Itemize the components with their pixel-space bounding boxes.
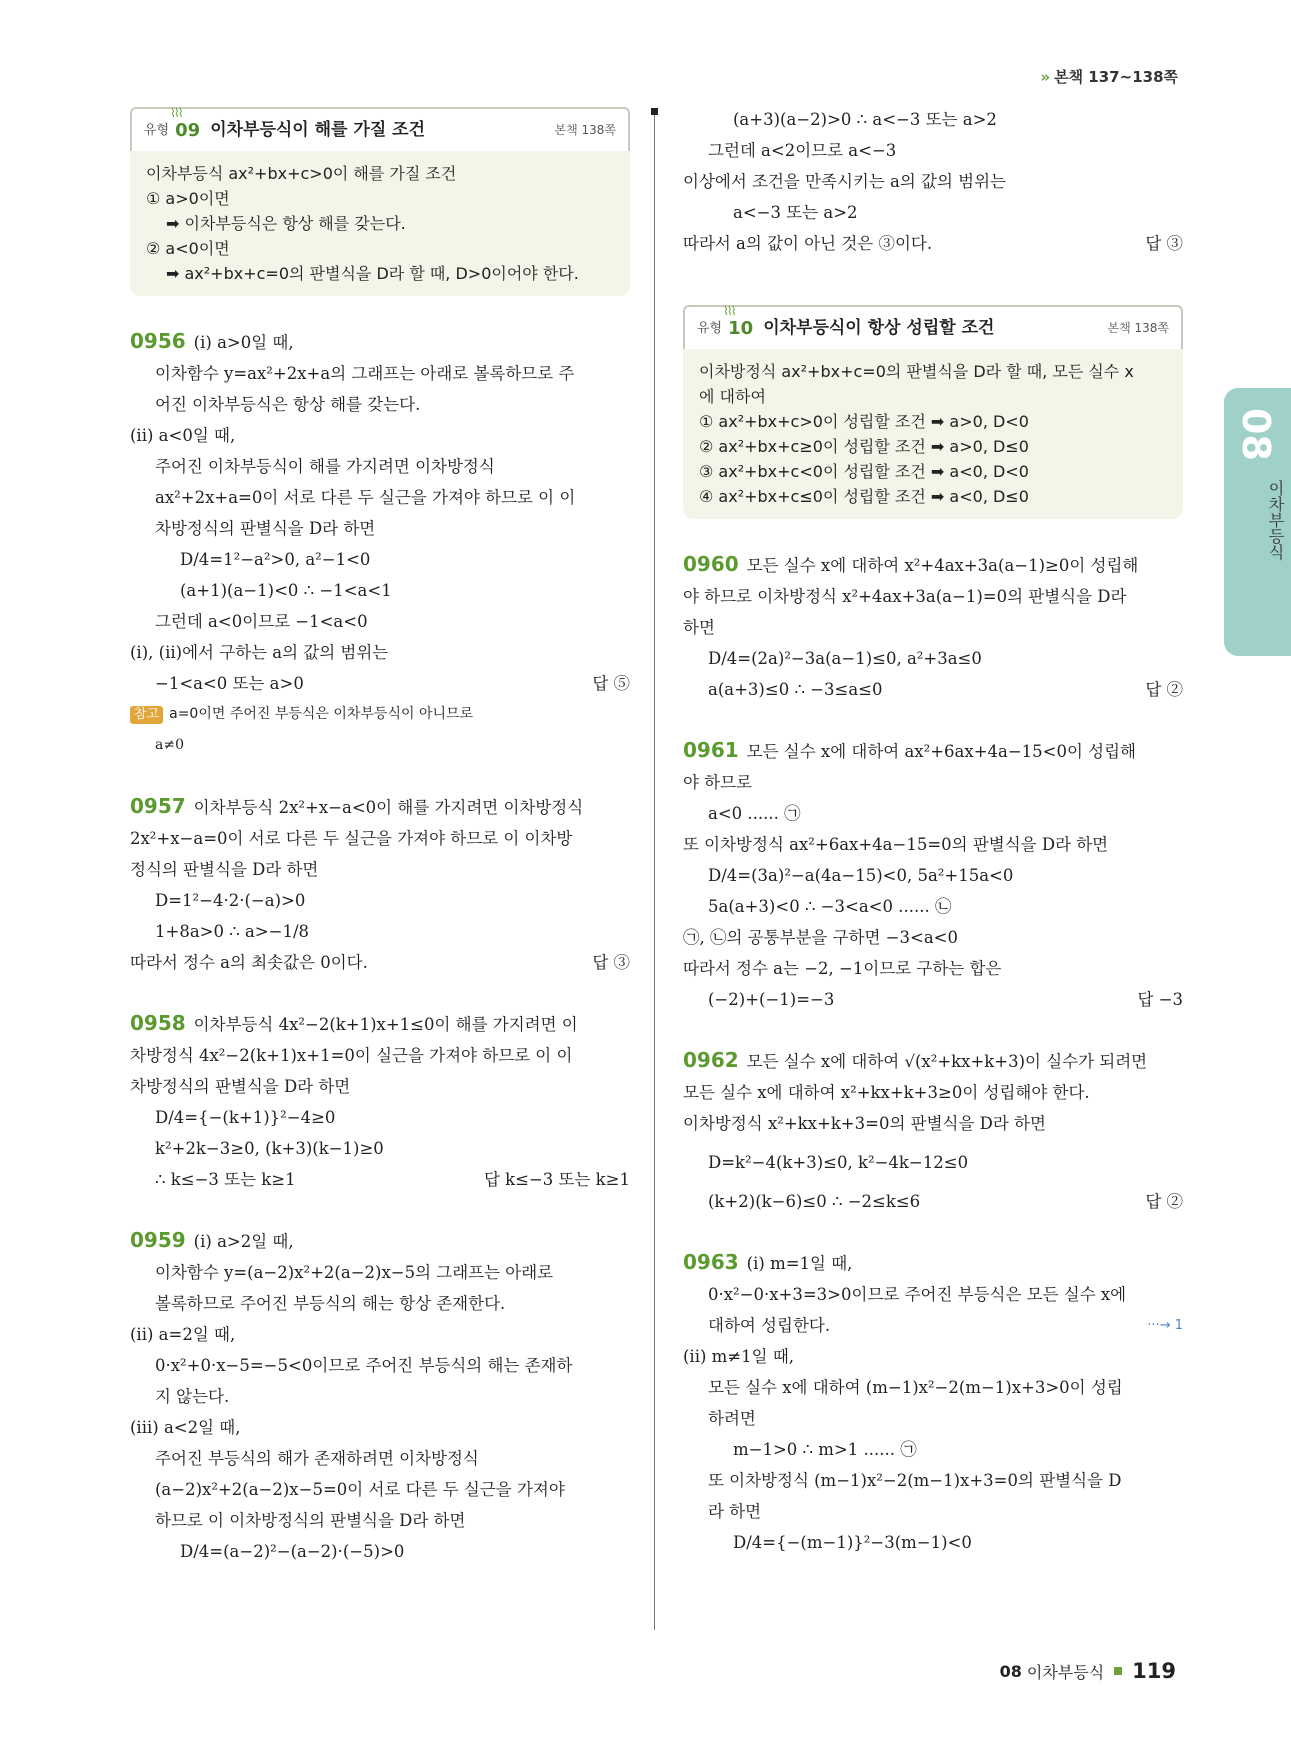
- type-10-header: ⌇⌇⌇ 유형 10 이차부등식이 항상 성립할 조건 본책 138쪽: [683, 305, 1183, 349]
- problem-0959-continued: (a+3)(a−2)>0 ∴ a<−3 또는 a>2 그런데 a<2이므로 a<−3 이상에서 조건을 만족시키는 a의 값의 범위는 a<−3 또는 a>2 따라서 a의 값이 아닌 것은 ③이다. 답 ③: [683, 104, 1183, 259]
- chapter-side-tab: 08 이차부등식: [1224, 388, 1291, 656]
- double-chevron-icon: »: [1040, 68, 1051, 86]
- step-marker: ···→ 1: [1147, 1318, 1183, 1333]
- answer: 답 ②: [1145, 680, 1183, 699]
- type-10-condition-box: 이차방정식 ax²+bx+c=0의 판별식을 D라 할 때, 모든 실수 x 에 대하여 ① ax²+bx+c>0이 성립할 조건 ➡ a>0, D<0 ② ax²+bx+c≥0이 성립할 조건 ➡ a>0, D≤0 ③ ax²+bx+c<0이 성립할 조건 ➡ a<0, D<0 ④ ax²+bx+c≤0이 성립할 조건 ➡ a<0, D≤0: [683, 349, 1183, 519]
- problem-0960: 0960 모든 실수 x에 대하여 x²+4ax+3a(a−1)≥0이 성립해 야 하므로 이차방정식 x²+4ax+3a(a−1)=0의 판별식을 D라 하면 D/4=(2a)²−3a(a−1)≤0, a²+3a≤0 a(a+3)≤0 ∴ −3≤a≤0 답 ②: [683, 549, 1183, 705]
- left-column: [130, 107, 630, 1567]
- page-footer: 08 이차부등식 119: [999, 1659, 1176, 1683]
- problem-0961: 0961 모든 실수 x에 대하여 ax²+6ax+4a−15<0이 성립해 야 하므로 a<0 ...... ㉠ 또 이차방정식 ax²+6ax+4a−15=0의 판별식을 D라 하면 D/4=(3a)²−a(4a−15)<0, 5a²+15a<0 5a(a+3)<0 ∴ −3<a<0 ...... ㉡ ㉠, ㉡의 공통부분을 구하면 −3<a<0 따라서 정수 a는 −2, −1이므로 구하는 합은 (−2)+(−1)=−3 답 −3: [683, 735, 1183, 1015]
- problem-0962: 0962 모든 실수 x에 대하여 √(x²+kx+k+3)이 실수가 되려면 모든 실수 x에 대하여 x²+kx+k+3≥0이 성립해야 한다. 이차방정식 x²+kx+k+3=0의 판별식을 D라 하면 D=k²−4(k+3)≤0, k²−4k−12≤0 (k+2)(k−6)≤0 ∴ −2≤k≤6 답 ②: [683, 1045, 1183, 1217]
- answer: 답 ②: [1145, 1192, 1183, 1211]
- zigzag-icon: ⌇⌇⌇: [723, 304, 735, 318]
- problem-0957: 0957 이차부등식 2x²+x−a<0이 해를 가지려면 이차방정식 2x²+x−a=0이 서로 다른 두 실근을 가져야 하므로 이 이차방 정식의 판별식을 D라 하면 D=1²−4·2·(−a)>0 1+8a>0 ∴ a>−1/8 따라서 정수 a의 최솟값은 0이다. 답 ③: [130, 791, 630, 978]
- divider-marker: [651, 108, 658, 115]
- type-09-condition-box: 이차부등식 ax²+bx+c>0이 해를 가질 조건 ① a>0이면 ➡ 이차부등식은 항상 해를 갖는다. ② a<0이면 ➡ ax²+bx+c=0의 판별식을 D라 할 때, D>0이어야 한다.: [130, 151, 630, 296]
- book-page-reference: » 본책 137~138쪽: [1040, 68, 1178, 86]
- problem-0959: 0959 (i) a>2일 때, 이차함수 y=(a−2)x²+2(a−2)x−5의 그래프는 아래로 볼록하므로 주어진 부등식의 해는 항상 존재한다. (ii) a=2일 때, 0·x²+0·x−5=−5<0이므로 주어진 부등식의 해는 존재하 지 않는다. (iii) a<2일 때, 주어진 부등식의 해가 존재하려면 이차방정식 (a−2)x²+2(a−2)x−5=0이 서로 다른 두 실근을 가져야 하므로 이 이차방정식의 판별식을 D라 하면 D/4=(a−2)²−(a−2)·(−5)>0: [130, 1228, 573, 1561]
- problem-0963: 0963 (i) m=1일 때, 0·x²−0·x+3=3>0이므로 주어진 부등식은 모든 실수 x에 대하여 성립한다. ···→ 1 (ii) m≠1일 때, 모든 실수 x에 대하여 (m−1)x²−2(m−1)x+3>0이 성립 하려면 m−1>0 ∴ m>1 ...... ㉠ 또 이차방정식 (m−1)x²−2(m−1)x+3=0의 판별식을 D 라 하면 D/4={−(m−1)}²−3(m−1)<0: [683, 1250, 1183, 1552]
- answer: 답 ③: [592, 953, 630, 972]
- type-09-header: ⌇⌇⌇ 유형 09 이차부등식이 해를 가질 조건 본책 138쪽: [130, 107, 630, 151]
- answer: 답 ③: [1145, 234, 1183, 253]
- answer: 답 ⑤: [592, 674, 630, 693]
- right-column: [683, 104, 1183, 1558]
- page-number: 119: [1132, 1659, 1176, 1683]
- answer: 답 k≤−3 또는 k≥1: [483, 1170, 630, 1189]
- problem-0956: 0956 (i) a>0일 때, 이차함수 y=ax²+2x+a의 그래프는 아래로 볼록하므로 주 어진 이차부등식은 항상 해를 갖는다. (ii) a<0일 때, 주어진 이차부등식이 해를 가지려면 이차방정식 ax²+2x+a=0이 서로 다른 두 실근을 가져야 하므로 이 이 차방정식의 판별식을 D라 하면 D/4=1²−a²>0, a²−1<0 (a+1)(a−1)<0 ∴ −1<a<1 그런데 a<0이므로 −1<a<0 (i), (ii)에서 구하는 a의 값의 범위는 −1<a<0 또는 a>0 답 ⑤ 참고 a=0이면 주어진 부등식은 이차부등식이 아니므로 a≠0: [130, 329, 630, 753]
- problem-0958: 0958 이차부등식 4x²−2(k+1)x+1≤0이 해를 가지려면 이 차방정식 4x²−2(k+1)x+1=0이 실근을 가져야 하므로 이 이 차방정식의 판별식을 D라 하면 D/4={−(k+1)}²−4≥0 k²+2k−3≥0, (k+3)(k−1)≥0 ∴ k≤−3 또는 k≥1 답 k≤−3 또는 k≥1: [130, 1008, 630, 1195]
- bullet-icon: [1114, 1667, 1122, 1675]
- zigzag-icon: ⌇⌇⌇: [170, 106, 182, 120]
- answer: 답 −3: [1137, 990, 1183, 1009]
- column-divider: [654, 110, 655, 1630]
